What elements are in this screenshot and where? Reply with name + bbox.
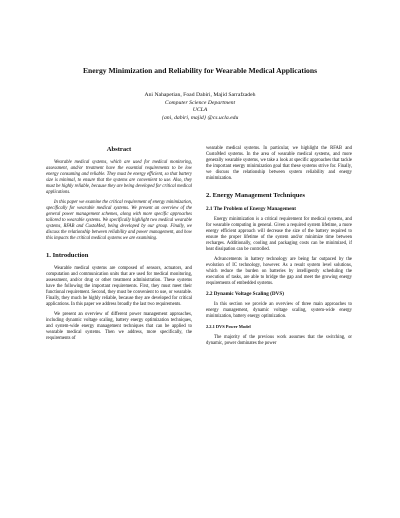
section-2-2-heading: 2.2 Dynamic Voltage Scaling (DVS) [206,290,284,297]
left-column [46,146,192,346]
introduction-paragraph: We present an overview of different power management approaches, including dynamic voltage scaling, battery energy optimization techniques, and system-wide energy management techniques that can be applied to wearable medical systems. Then we address, more specifically, the requirements of [46,311,192,341]
introduction-heading: 1. Introduction [46,251,89,259]
section-2-1-paragraph: Energy minimization is a critical requirement for medical systems, and for wearable computing in general. Given a required system lifetime, a more energy efficient approach will decrease the size of the battery required to ensure the proper lifetime of the system and/or minimize time between recharges. Additionally, cooling and packaging costs can be minimized, if heat dissipation can be controlled. [206,217,352,253]
section-2-2-1-heading: 2.2.1 DVS Power Model [206,324,251,330]
section-2-2-paragraph: In this section we provide an overview of three main approaches to energy management, dynamic voltage scaling, system-wide energy minimization, battery energy optimization. [206,302,352,320]
section-2-2-1-paragraph: The majority of the previous work assumes that the switching, or dynamic, power dominates the power [206,334,352,346]
introduction-paragraph: Wearable medical systems are composed of sensors, actuators, and computation and communication units that are used for medical monitoring, assessment, and/or drug or other treatment administration. These systems have the following the important requirements. First, they must meet their functional requirement. Second, they must be convenient to use, or wearable. Finally, they much be highly reliable, because they are developed for critical applications. In this paper we address broadly the last two requirements. [46,265,192,307]
section-2-1-paragraph: Advancements in battery technology are being far outpaced by the evolution of IC technology, however. As a result system level solutions, which reduce the burden on batteries by intelligently scheduling the execution of tasks, are able to bridge the gap and meet the growing energy requirements of embedded systems. [206,257,352,286]
section-2-1-heading: 2.1 The Problem of Energy Management [206,205,297,212]
paper-title: Energy Minimization and Reliability for Wearable Medical Applications [82,66,318,75]
author-emails: {ani, dabiri, majid} @cs.ucla.edu [161,114,239,121]
abstract-paragraph: In this paper we examine the critical requirement of energy minimization, specifically for wearable medical systems. We present an overview of the general power management schemes, along with more specific approaches tailored to wearable systems. We specifically highlight two medical wearable systems, RFAB and CustoMed, being developed by our group. Finally, we discuss the relationship between reliability and power management, and how this impacts the critical medical systems we are examining. [46,199,192,241]
author-names: Ani Nahapetian, Foad Dabiri, Majid Sarrafzadeh [144,92,256,98]
right-column [206,146,352,351]
institution: UCLA [192,107,208,114]
department: Computer Science Department [164,99,236,106]
section-2-heading: 2. Energy Management Techniques [206,191,305,199]
abstract-heading: Abstract [106,146,132,153]
author-block [90,92,310,122]
introduction-continuation: wearable medical systems. In particular, we highlight the RFAB and CustoMed systems. In the area of wearable medical systems, and more generally wearable systems, we take a look at specific approaches that tackle the important energy minimization goal that these systems strive for. Finally, we discuss the relationship between system reliability and energy minimization. [206,146,352,181]
abstract-paragraph: Wearable medical systems, which are used for medical monitoring, assessment, and/or treatment have the essential requirements to be low energy consuming and reliable. They must be energy efficient, so that battery size is minimal, to ensure that the systems are convenient to use. Also, they must be highly reliable, because they are being developed for critical medical applications. [46,160,192,195]
